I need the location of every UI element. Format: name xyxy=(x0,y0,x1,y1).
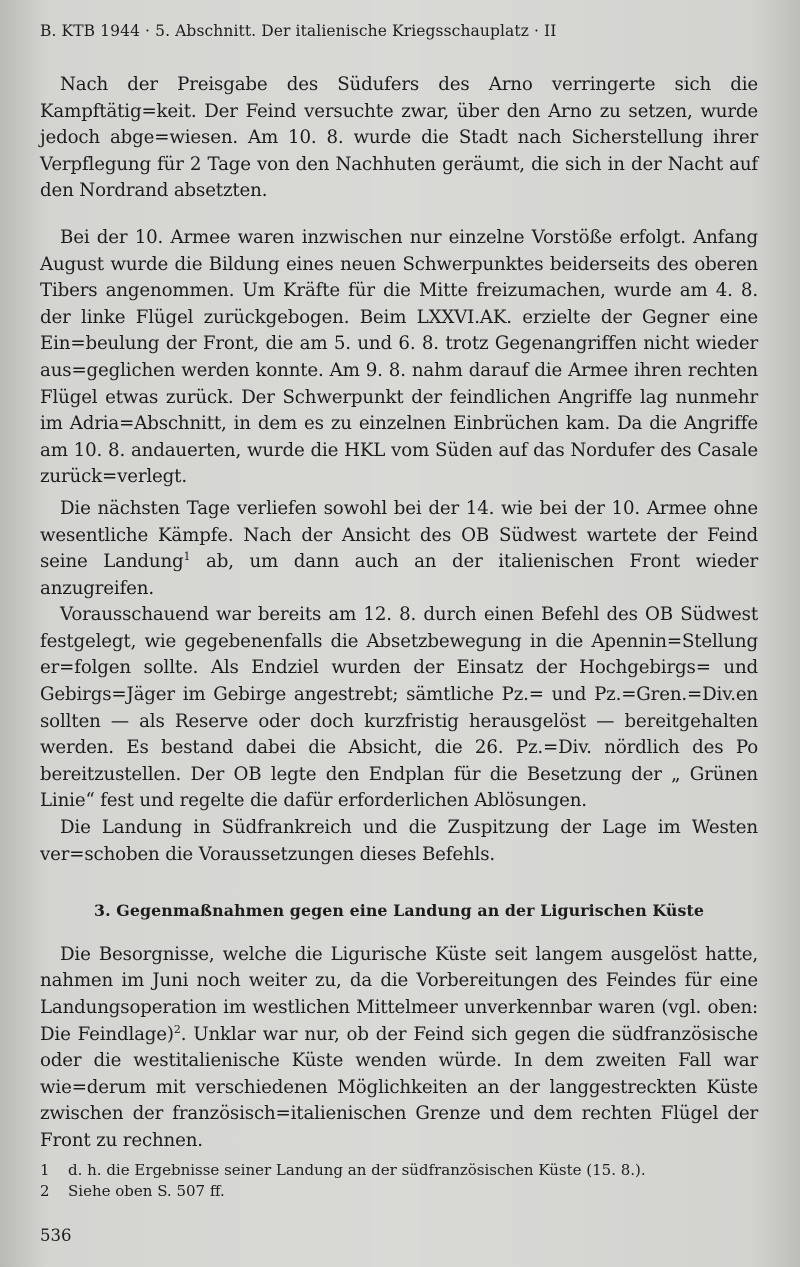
footnote-text: d. h. die Ergebnisse seiner Landung an der südfranzösischen Küste (15. 8.). xyxy=(68,1161,646,1179)
paragraph-landing-france: Die Landung in Südfrankreich und die Zuspitzung der Lage im Westen ver=schoben die Voraussetzungen dieses Befehls. xyxy=(40,817,758,865)
paragraph-text: ab, um dann auch an der italienischen Front wieder anzugreifen. xyxy=(40,551,758,599)
paragraph-text: Die nächsten Tage verliefen sowohl bei der 14. wie bei der 10. Armee ohne wesentliche Kämpfe. Nach der Ansicht des OB Südwest wartete der Feind seine Landung xyxy=(40,497,758,573)
paragraph-arno: Nach der Preisgabe des Südufers des Arno verringerte sich die Kampftätig=keit. Der Feind versuchte zwar, über den Arno zu setzen, wurde jedoch abge=wiesen. Am 10. 8. wurde die Stadt nach Sicherstellung ihrer Verpflegung für 2 Tage von den Nachhuten geräumt, die sich in der Nacht auf den Nordrand absetzten. xyxy=(40,74,758,202)
page-body xyxy=(40,72,758,1155)
paragraph-text: . Unklar war nur, ob der Feind sich gegen die südfranzösische oder die westitalienische Küste wenden würde. In dem zweiten Fall war wie=derum mit verschiedenen Möglichkeiten an der langgestreckten Küste zwischen der französisch=italienischen Grenze und dem rechten Flügel der Front zu rechnen. xyxy=(40,1023,758,1151)
paragraph-next-days xyxy=(40,496,758,602)
footnote-number: 2 xyxy=(40,1182,50,1200)
section-heading: 3. Gegenmaßnahmen gegen eine Landung an der Ligurischen Küste xyxy=(93,901,704,921)
running-head: B. KTB 1944 · 5. Abschnitt. Der italienische Kriegsschauplatz · II xyxy=(40,22,557,40)
footnote-text: Siehe oben S. 507 ff. xyxy=(68,1182,225,1200)
paragraph-apennine-order: Vorausschauend war bereits am 12. 8. durch einen Befehl des OB Südwest festgelegt, wie gegebenenfalls die Absetzbewegung in die Apennin=Stellung er=folgen sollte. Als Endziel wurden der Einsatz der Hochgebirgs= und Gebirgs=Jäger im Gebirge angestrebt; sämtliche Pz.= und Pz.=Gren.=Div.en sollten — als Reserve oder doch kurzfristig herausgelöst — bereitgehalten werden. Es bestand dabei die Absicht, die 26. Pz.=Div. nördlich des Po bereitzustellen. Der OB legte den Endplan für die Besetzung der „ Grünen Linie“ fest und regelte die dafür erforderlichen Ablösungen. xyxy=(40,604,758,812)
paragraph-10th-army: Bei der 10. Armee waren inzwischen nur einzelne Vorstöße erfolgt. Anfang August wurde die Bildung eines neuen Schwerpunktes beiderseits des oberen Tibers angenommen. Um Kräfte für die Mitte freizumachen, wurde am 4. 8. der linke Flügel zurückgebogen. Beim LXXVI.AK. erzielte der Gegner eine Ein=beulung der Front, die am 5. und 6. 8. trotz Gegenangriffen nicht wieder aus=geglichen werden konnte. Am 9. 8. nahm darauf die Armee ihren rechten Flügel etwas zurück. Der Schwerpunkt der feindlichen Angriffe lag nunmehr im Adria=Abschnitt, in dem es zu einzelnen Einbrüchen kam. Da die Angriffe am 10. 8. andauerten, wurde die HKL vom Süden auf das Nordufer des Casale zurück=verlegt. xyxy=(40,226,758,488)
paragraph-text: Die Besorgnisse, welche die Ligurische Küste seit langem ausgelöst hatte, nahmen im Juni noch weiter zu, da die Vorbereitungen des Feindes für eine Landungsoperation im westlichen Mittelmeer unverkennbar waren (vgl. oben: Die Feindlage) xyxy=(40,943,758,1045)
footnote-ref-1: 1 xyxy=(183,550,191,564)
paragraph-ligurian-coast xyxy=(40,942,758,1155)
footnote-ref-2: 2 xyxy=(173,1022,181,1036)
footnote-number: 1 xyxy=(40,1161,50,1179)
footnote-1 xyxy=(40,1160,758,1181)
page-number: 536 xyxy=(40,1226,72,1245)
footnotes xyxy=(40,1160,758,1202)
footnote-2 xyxy=(40,1181,758,1202)
